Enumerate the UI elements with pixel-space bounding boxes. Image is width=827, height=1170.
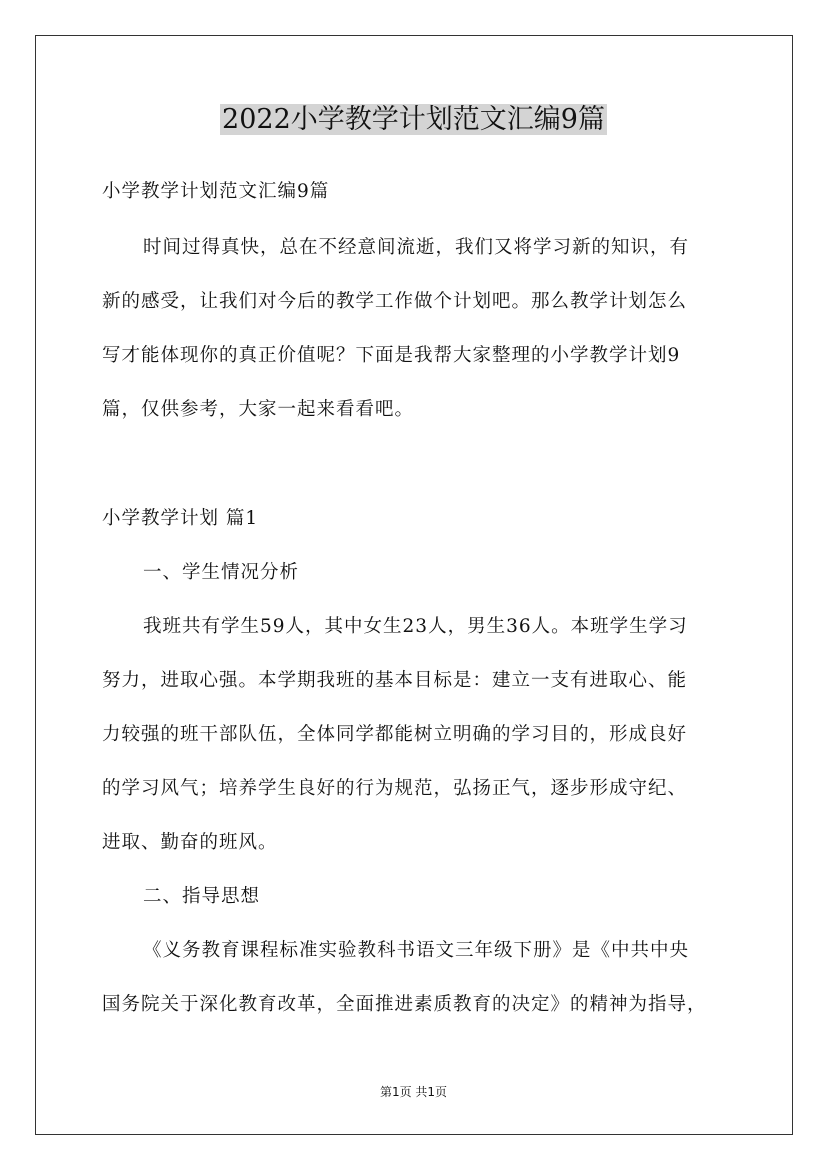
paragraph-line: 的学习风气；培养学生良好的行为规范，弘扬正气，逐步形成守纪、 <box>102 778 688 799</box>
subtitle: 小学教学计划范文汇编9篇 <box>102 181 330 202</box>
heading-student-analysis: 一、学生情况分析 <box>143 562 300 583</box>
intro-line: 篇，仅供参考，大家一起来看看吧。 <box>102 399 415 420</box>
document-title <box>0 100 827 140</box>
paragraph-line: 《义务教育课程标准实验教科书语文三年级下册》是《中共中央 <box>143 940 690 961</box>
paragraph-line: 努力，进取心强。本学期我班的基本目标是：建立一支有进取心、能 <box>102 670 688 691</box>
intro-line: 新的感受，让我们对今后的教学工作做个计划吧。那么教学计划怎么 <box>102 291 688 312</box>
paragraph-line: 进取、勤奋的班风。 <box>102 832 278 853</box>
heading-guiding-principle: 二、指导思想 <box>143 886 261 907</box>
page-footer: 第1页 共1页 <box>379 1085 448 1099</box>
paragraph-line: 我班共有学生59人，其中女生23人，男生36人。本班学生学习 <box>143 616 688 637</box>
section-heading: 小学教学计划 篇1 <box>102 508 259 529</box>
intro-line: 写才能体现你的真正价值呢？下面是我帮大家整理的小学教学计划9 <box>102 345 681 366</box>
intro-line: 时间过得真快，总在不经意间流逝，我们又将学习新的知识，有 <box>143 237 690 258</box>
paragraph-line: 力较强的班干部队伍，全体同学都能树立明确的学习目的，形成良好 <box>102 724 688 745</box>
document-title-text: 2022小学教学计划范文汇编9篇 <box>222 104 605 135</box>
paragraph-line: 国务院关于深化教育改革，全面推进素质教育的决定》的精神为指导， <box>102 994 707 1015</box>
